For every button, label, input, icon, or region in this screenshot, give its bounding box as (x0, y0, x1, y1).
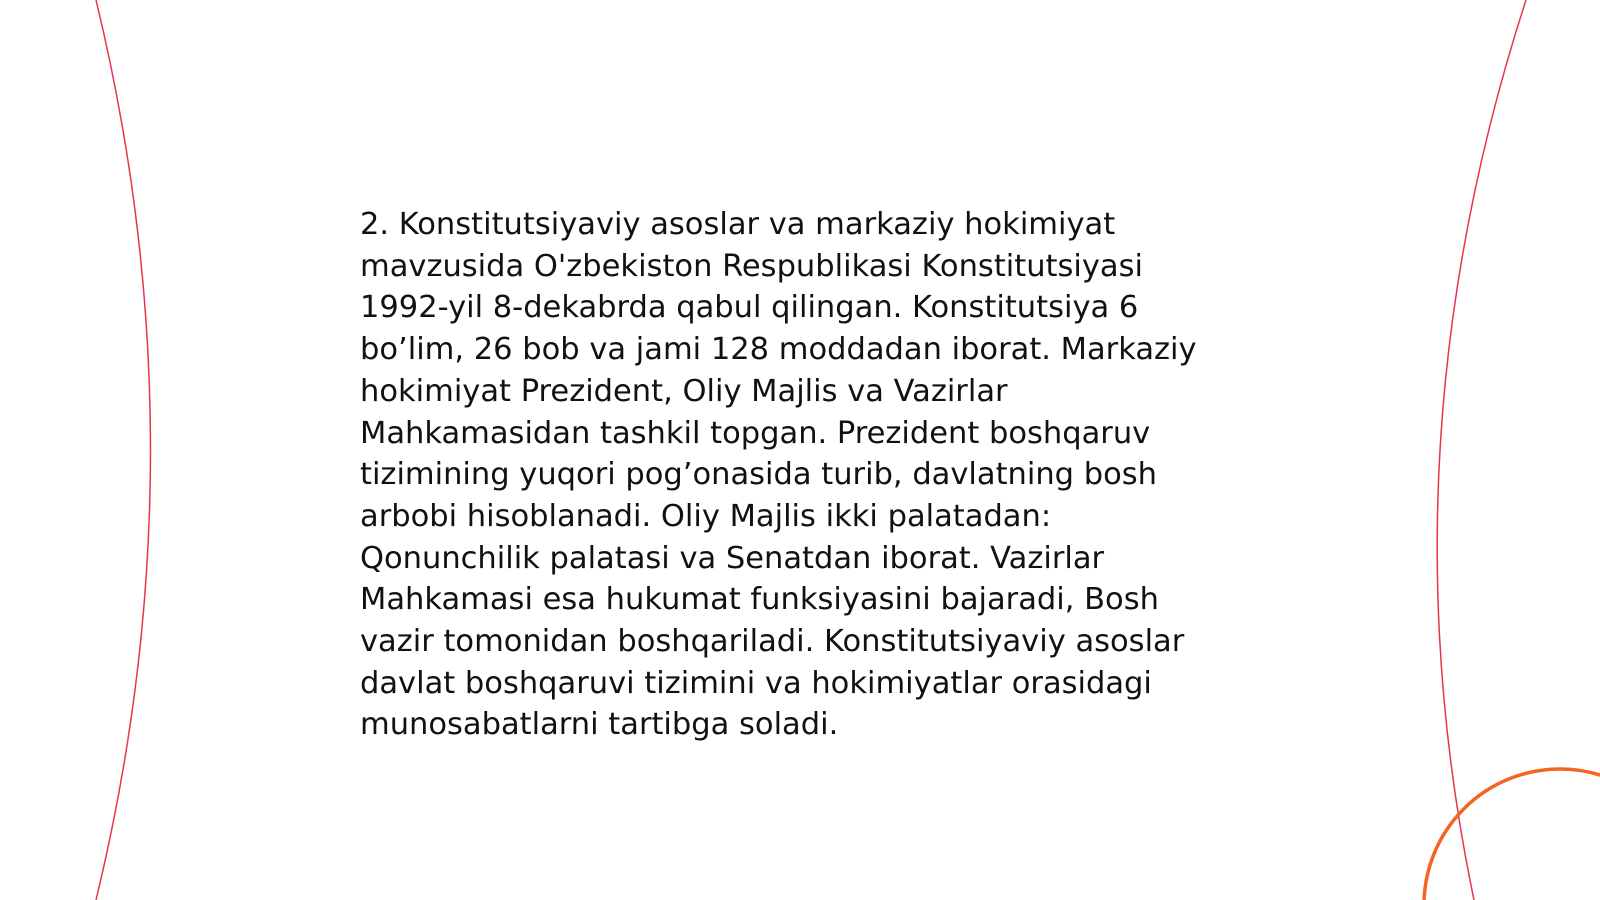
paragraph-line: tizimining yuqori pog’onasida turib, davlatning bosh (360, 457, 1157, 493)
paragraph-line: munosabatlarni tartibga soladi. (360, 707, 839, 743)
paragraph-line: Mahkamasi esa hukumat funksiyasini bajaradi, Bosh (360, 582, 1159, 618)
paragraph-line: arbobi hisoblanadi. Oliy Majlis ikki palatadan: (360, 498, 1052, 534)
paragraph-line: mavzusida O'zbekiston Respublikasi Konstitutsiyasi (360, 248, 1143, 284)
paragraph-line: 2. Konstitutsiyaviy asoslar va markaziy hokimiyat (360, 207, 1116, 242)
left-curve-line (96, 0, 151, 900)
paragraph-line: bo’lim, 26 bob va jami 128 moddadan iborat. Markaziy (360, 332, 1197, 368)
right-curve-line (1437, 0, 1526, 900)
paragraph-line: vazir tomonidan boshqariladi. Konstitutsiyaviy asoslar (360, 624, 1185, 660)
paragraph-line: davlat boshqaruvi tizimini va hokimiyatlar orasidagi (360, 665, 1152, 701)
corner-accent-arc (1424, 769, 1600, 900)
paragraph-line: Qonunchilik palatasi va Senatdan iborat. Vazirlar (360, 540, 1105, 576)
paragraph-line: Mahkamasidan tashkil topgan. Prezident boshqaruv (360, 415, 1151, 451)
paragraph-line: hokimiyat Prezident, Oliy Majlis va Vazirlar (360, 373, 1008, 409)
paragraph-line: 1992-yil 8-dekabrda qabul qilingan. Konstitutsiya 6 (360, 290, 1139, 326)
body-paragraph (360, 204, 1260, 746)
